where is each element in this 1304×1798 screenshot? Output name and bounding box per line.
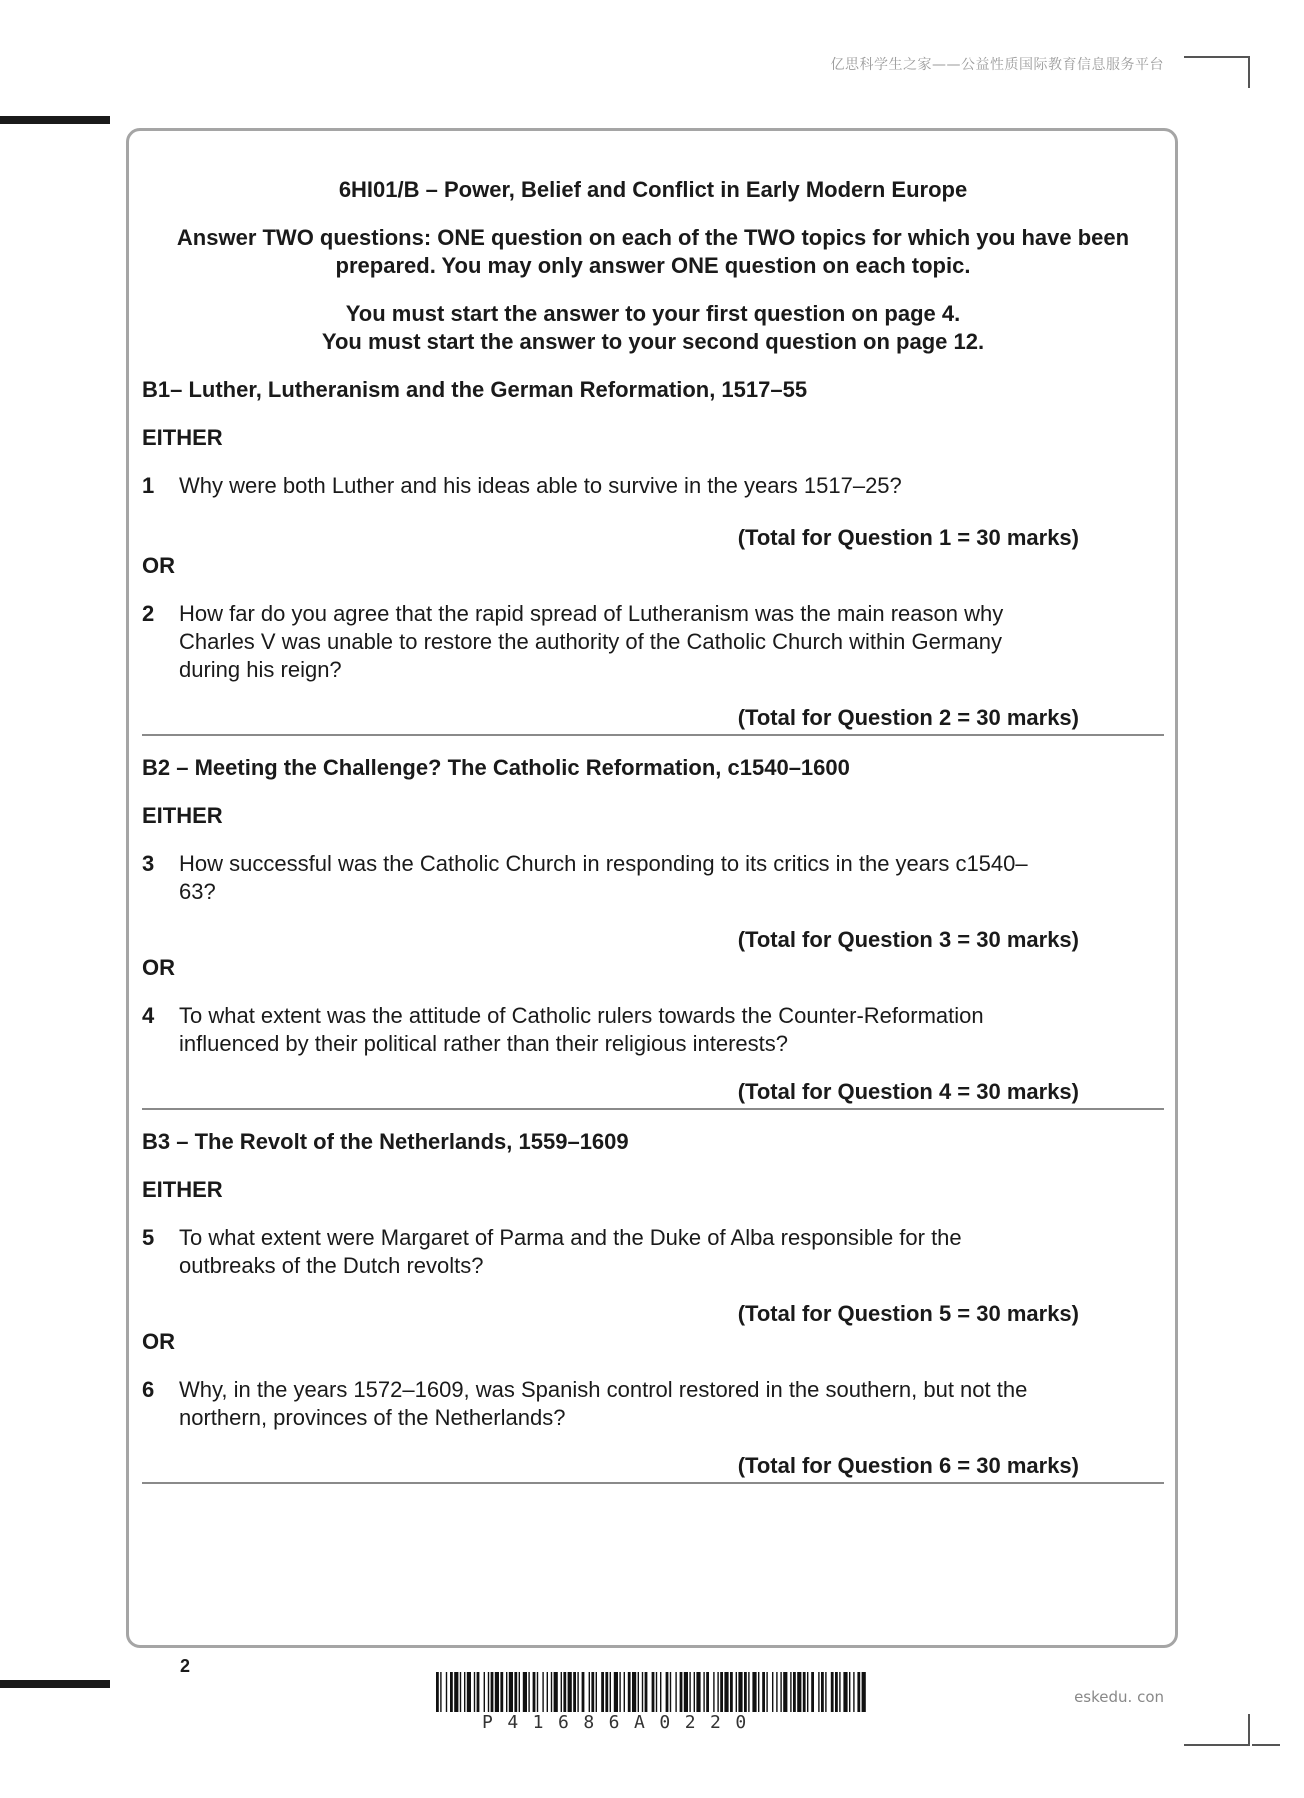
crop-mark-bottom-right-h2: [1252, 1744, 1280, 1746]
barcode-bar: [577, 1672, 578, 1712]
barcode-bar: [680, 1672, 683, 1712]
barcode-bar: [523, 1672, 527, 1712]
question-number: 2: [142, 601, 155, 626]
barcode-bar: [591, 1672, 594, 1712]
barcode-bar: [803, 1672, 806, 1712]
barcode-bar: [724, 1672, 728, 1712]
either-label: EITHER: [142, 425, 223, 450]
barcode-bar: [610, 1672, 611, 1712]
question-number: 6: [142, 1377, 155, 1402]
barcode-bar: [533, 1672, 536, 1712]
instruction-start-pages: [142, 300, 1164, 356]
barcode-bar: [730, 1672, 733, 1712]
barcode-bar: [484, 1672, 485, 1712]
barcode-bar: [825, 1672, 826, 1712]
or-label: OR: [142, 1329, 175, 1354]
question-2: [142, 600, 1164, 684]
question-4: [142, 1002, 1164, 1058]
barcode-bar: [464, 1672, 465, 1712]
margin-bar-bottom: [0, 1680, 110, 1688]
barcode-bar: [642, 1672, 643, 1712]
barcode-bar: [628, 1672, 631, 1712]
barcode-bar: [601, 1672, 604, 1712]
instruction-first-question: You must start the answer to your first question on page 4.: [345, 301, 961, 326]
crop-mark-bottom-right-v: [1248, 1714, 1250, 1746]
footer-url: eskedu. con: [1074, 1688, 1164, 1706]
question-number: 4: [142, 1003, 155, 1028]
or-label: OR: [142, 955, 175, 980]
question-text: How far do you agree that the rapid spread of Lutheranism was the main reason why Charles V was unable to restore the authority of the Catholic Church within Germany during his reign?: [179, 601, 1004, 682]
barcode-bar: [652, 1672, 655, 1712]
barcode-bar: [736, 1672, 737, 1712]
barcode-bar: [660, 1672, 661, 1712]
barcode-bar: [467, 1672, 471, 1712]
barcode-bar: [563, 1672, 566, 1712]
section-heading: B1– Luther, Lutheranism and the German Reformation, 1517–55: [142, 377, 808, 402]
barcode-bar: [509, 1672, 513, 1712]
margin-bar-top: [0, 116, 110, 124]
barcode-bar: [436, 1672, 439, 1712]
barcode-bar: [619, 1672, 620, 1712]
question-total: (Total for Question 1 = 30 marks): [737, 525, 1079, 550]
question-total: (Total for Question 6 = 30 marks): [737, 1453, 1079, 1478]
barcode-bar: [554, 1672, 558, 1712]
barcode-bar: [762, 1672, 765, 1712]
barcode-bar: [783, 1672, 787, 1712]
barcode-bar: [454, 1672, 458, 1712]
section-divider: [142, 1482, 1164, 1484]
either-label: EITHER: [142, 803, 223, 828]
either-label: EITHER: [142, 1177, 223, 1202]
barcode-bar: [645, 1672, 648, 1712]
barcode-bar: [537, 1672, 538, 1712]
barcode-bar: [706, 1672, 709, 1712]
barcode-bar: [491, 1672, 494, 1712]
barcode-bar: [440, 1672, 441, 1712]
question-total: (Total for Question 4 = 30 marks): [737, 1079, 1079, 1104]
barcode-bar: [500, 1672, 503, 1712]
barcode-bar: [790, 1672, 791, 1712]
barcode-bar: [514, 1672, 517, 1712]
question-3: [142, 850, 1164, 906]
barcode-bar: [632, 1672, 636, 1712]
barcode-bar: [793, 1672, 796, 1712]
barcode-bar: [831, 1672, 834, 1712]
barcode-bar: [542, 1672, 543, 1712]
barcode-bar: [561, 1672, 562, 1712]
question-text: Why were both Luther and his ideas able to survive in the years 1517–25?: [179, 473, 902, 498]
section-divider: [142, 734, 1164, 736]
barcode-bar: [551, 1672, 552, 1712]
question-total: (Total for Question 5 = 30 marks): [737, 1301, 1079, 1326]
section-b3: [142, 1128, 1164, 1484]
instruction-second-question: You must start the answer to your second question on page 12.: [321, 329, 985, 354]
section-heading: B3 – The Revolt of the Netherlands, 1559–1609: [142, 1129, 629, 1154]
barcode-bar: [460, 1672, 461, 1712]
question-paper: [142, 176, 1164, 1502]
barcode-bar: [474, 1672, 475, 1712]
barcode-bar: [582, 1672, 585, 1712]
barcode-bar: [720, 1672, 723, 1712]
barcode-bar: [766, 1672, 767, 1712]
barcode-bar: [839, 1672, 840, 1712]
or-label: OR: [142, 553, 175, 578]
barcode: [436, 1672, 866, 1733]
barcode-bars: [436, 1672, 866, 1712]
barcode-bar: [519, 1672, 520, 1712]
barcode-bar: [818, 1672, 819, 1712]
instruction-answer-two: Answer TWO questions: ONE question on each of the TWO topics for which you have been prepared. You may only answer ONE question on each topic.: [176, 225, 1130, 278]
paper-header: [142, 176, 1164, 356]
question-number: 5: [142, 1225, 155, 1250]
barcode-bar: [573, 1672, 576, 1712]
crop-mark-top-right-v: [1248, 56, 1250, 88]
crop-mark-bottom-right-h: [1184, 1744, 1248, 1746]
barcode-bar: [528, 1672, 529, 1712]
barcode-bar: [614, 1672, 618, 1712]
barcode-bar: [717, 1672, 718, 1712]
barcode-bar: [596, 1672, 597, 1712]
barcode-bar: [713, 1672, 714, 1712]
watermark-text: 亿思科学生之家——公益性质国际教育信息服务平台: [830, 57, 1164, 73]
barcode-bar: [450, 1672, 453, 1712]
question-text: To what extent were Margaret of Parma and the Duke of Alba responsible for the outbreaks of the Dutch revolts?: [179, 1225, 962, 1278]
barcode-bar: [835, 1672, 838, 1712]
barcode-text: P41686A0220: [482, 1712, 761, 1733]
question-text: Why, in the years 1572–1609, was Spanish control restored in the southern, but not the northern, provinces of the Netherlands?: [179, 1377, 1028, 1430]
barcode-bar: [589, 1672, 590, 1712]
question-1: [142, 472, 1164, 500]
barcode-bar: [849, 1672, 850, 1712]
barcode-bar: [666, 1672, 669, 1712]
barcode-bar: [547, 1672, 548, 1712]
question-number: 1: [142, 473, 155, 498]
section-b2: [142, 754, 1164, 1110]
section-b1: [142, 376, 1164, 736]
barcode-bar: [488, 1672, 489, 1712]
barcode-bar: [821, 1672, 824, 1712]
barcode-bar: [811, 1672, 814, 1712]
barcode-bar: [477, 1672, 480, 1712]
question-text: How successful was the Catholic Church in responding to its critics in the years c1540–63?: [179, 851, 1028, 904]
barcode-bar: [748, 1672, 749, 1712]
question-5: [142, 1224, 1164, 1280]
paper-title: 6HI01/B – Power, Belief and Conflict in Early Modern Europe: [338, 177, 968, 202]
barcode-bar: [638, 1672, 639, 1712]
barcode-bar: [694, 1672, 695, 1712]
barcode-bar: [744, 1672, 747, 1712]
barcode-bar: [684, 1672, 688, 1712]
section-heading: B2 – Meeting the Challenge? The Catholic Reformation, c1540–1600: [142, 755, 850, 780]
barcode-bar: [807, 1672, 808, 1712]
barcode-bar: [605, 1672, 608, 1712]
barcode-bar: [752, 1672, 756, 1712]
barcode-bar: [689, 1672, 690, 1712]
question-text: To what extent was the attitude of Catholic rulers towards the Counter-Reformation influenced by their political rather than their religious interests?: [179, 1003, 984, 1056]
barcode-bar: [670, 1672, 671, 1712]
question-number: 3: [142, 851, 155, 876]
section-divider: [142, 1108, 1164, 1110]
barcode-bar: [506, 1672, 507, 1712]
barcode-bar: [696, 1672, 700, 1712]
barcode-bar: [862, 1672, 866, 1712]
barcode-bar: [843, 1672, 847, 1712]
barcode-bar: [776, 1672, 777, 1712]
crop-mark-top-right-h: [1184, 56, 1248, 58]
barcode-bar: [758, 1672, 759, 1712]
barcode-bar: [853, 1672, 854, 1712]
barcode-bar: [446, 1672, 447, 1712]
barcode-bar: [568, 1672, 572, 1712]
barcode-bar: [738, 1672, 742, 1712]
barcode-bar: [857, 1672, 860, 1712]
question-6: [142, 1376, 1164, 1432]
barcode-bar: [797, 1672, 801, 1712]
barcode-bar: [495, 1672, 499, 1712]
barcode-bar: [780, 1672, 781, 1712]
barcode-bar: [703, 1672, 704, 1712]
barcode-bar: [656, 1672, 657, 1712]
barcode-bar: [624, 1672, 625, 1712]
barcode-bar: [772, 1672, 773, 1712]
question-total: (Total for Question 2 = 30 marks): [737, 705, 1079, 730]
page-number: 2: [180, 1656, 191, 1676]
question-total: (Total for Question 3 = 30 marks): [737, 927, 1079, 952]
barcode-bar: [675, 1672, 676, 1712]
